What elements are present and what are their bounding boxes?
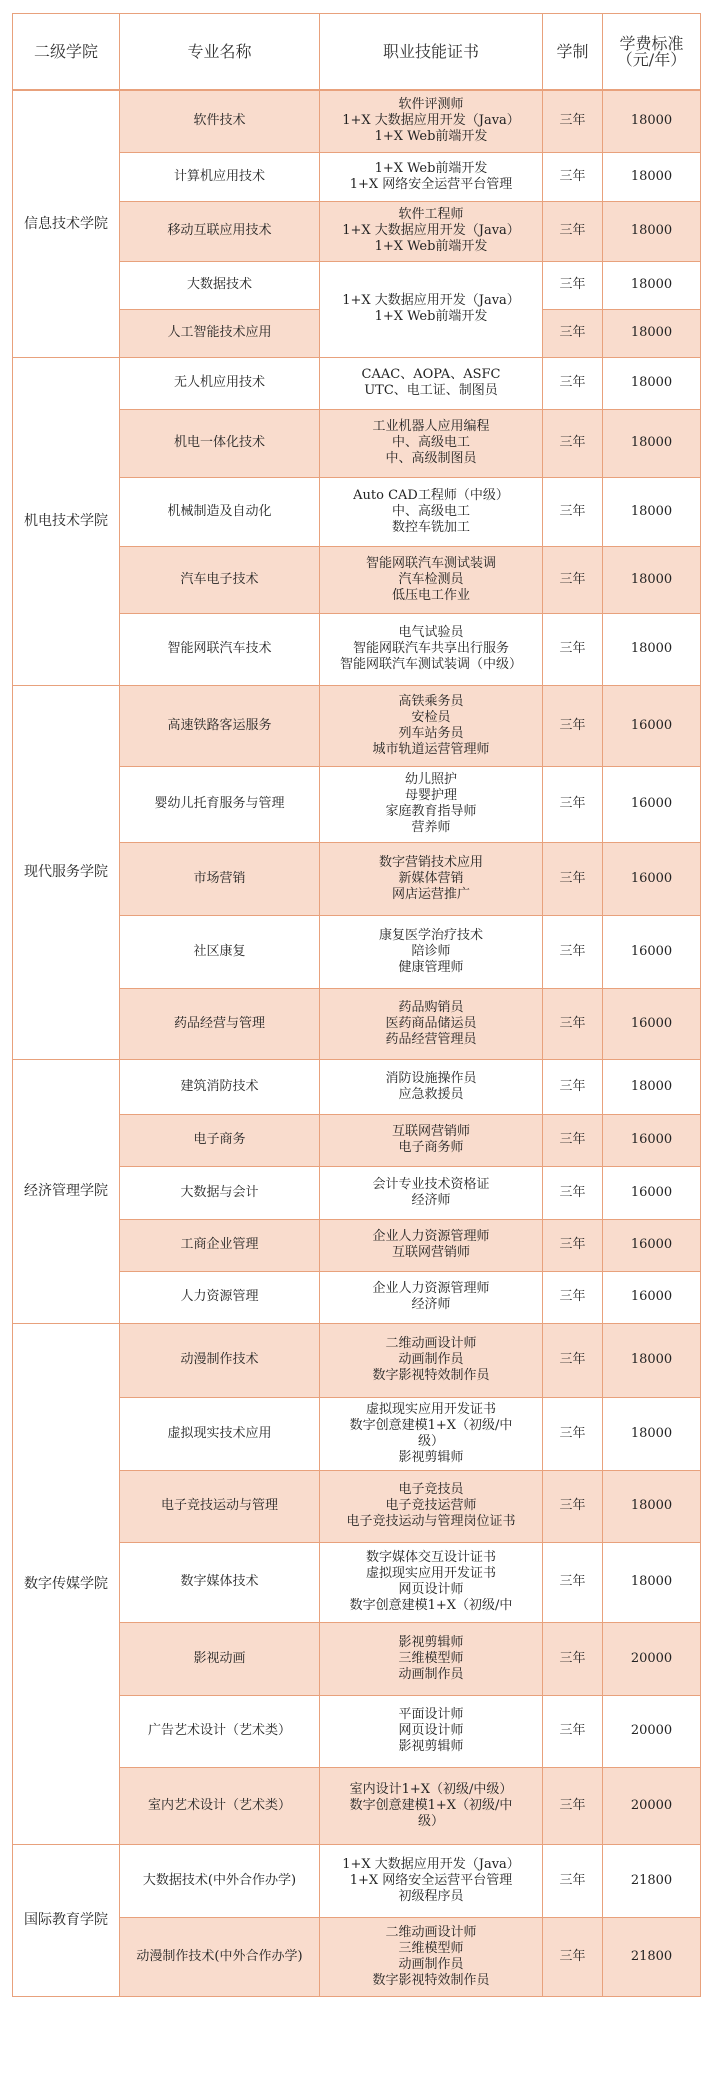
college-cell: 信息技术学院 [13,90,120,357]
cert-line: 电子商务师 [398,1140,464,1155]
header-fee-line1: 学费标准 [619,33,684,53]
fee-cell: 18000 [603,261,701,309]
cert-line: CAAC、AOPA、ASFC [361,367,501,382]
cert-line: 1+X 网络安全运营平台管理 [349,1872,513,1888]
cert-cell [320,261,543,357]
fee-cell: 18000 [603,1397,701,1470]
major-cell: 人力资源管理 [120,1271,320,1323]
cert-line: Auto CAD工程师（中级） [353,487,509,503]
fee-cell: 18000 [603,1470,701,1542]
major-cell: 虚拟现实技术应用 [120,1397,320,1470]
college-cell: 经济管理学院 [13,1059,120,1323]
cert-line: 会计专业技术资格证 [372,1176,490,1192]
fee-cell: 16000 [603,1271,701,1323]
years-cell: 三年 [543,988,603,1059]
cert-line: 电气试验员 [398,625,464,640]
fee-cell: 16000 [603,1114,701,1166]
cert-line: 母婴护理 [404,788,457,803]
cert-line: 城市轨道运营管理师 [372,741,490,757]
table-row [13,685,701,766]
cert-cell [320,1059,543,1114]
fee-cell: 20000 [603,1695,701,1767]
cert-cell [320,766,543,842]
fee-cell: 16000 [603,1166,701,1219]
table-body [13,90,701,1996]
cert-line: 药品购销员 [398,999,464,1015]
cert-line: 汽车检测员 [398,571,464,587]
major-cell: 软件技术 [120,90,320,152]
major-cell: 影视动画 [120,1622,320,1695]
years-cell: 三年 [543,1917,603,1996]
cert-line: 网页设计师 [398,1582,464,1597]
cert-line: 三维模型师 [398,1650,464,1666]
cert-line: 数控车铣加工 [391,519,470,535]
cert-line: 1+X 大数据应用开发（Java） [342,223,520,238]
college-cell: 国际教育学院 [13,1844,120,1996]
cert-line: 动画制作员 [398,1666,464,1682]
fee-cell: 18000 [603,1542,701,1622]
cert-line: 新媒体营销 [398,870,464,886]
header-college: 二级学院 [13,14,120,91]
cert-line: UTC、电工证、制图员 [364,383,498,398]
major-cell: 机电一体化技术 [120,409,320,477]
years-cell: 三年 [543,477,603,546]
years-cell: 三年 [543,1397,603,1470]
major-cell: 电子商务 [120,1114,320,1166]
major-cell: 汽车电子技术 [120,546,320,613]
cert-cell [320,546,543,613]
cert-cell [320,90,543,152]
fee-cell: 18000 [603,309,701,357]
fee-cell: 16000 [603,766,701,842]
major-cell: 电子竞技运动与管理 [120,1470,320,1542]
cert-line: 智能网联汽车共享出行服务 [352,641,509,656]
cert-line: 虚拟现实应用开发证书 [365,1566,496,1581]
fee-cell: 18000 [603,90,701,152]
fee-cell: 18000 [603,546,701,613]
cert-line: 影视剪辑师 [398,1739,464,1754]
fee-cell: 18000 [603,152,701,201]
cert-line: 药品经营管理员 [385,1031,477,1047]
table-row [13,90,701,152]
major-cell: 婴幼儿托育服务与管理 [120,766,320,842]
fee-cell: 18000 [603,1323,701,1397]
cert-line: 网页设计师 [398,1723,464,1738]
cert-cell [320,1323,543,1397]
cert-cell [320,1219,543,1271]
cert-line: 智能网联汽车测试装调 [365,555,496,571]
cert-line: 二维动画设计师 [385,1924,477,1940]
cert-line: 中、高级制图员 [385,451,477,466]
cert-cell [320,988,543,1059]
cert-line: 1+X 网络安全运营平台管理 [349,176,513,192]
cert-line: 数字创意建模1+X（初级/中 [349,1797,513,1813]
cert-line: 动画制作员 [398,1352,464,1367]
cert-line: 低压电工作业 [391,587,470,603]
cert-line: 软件评测师 [398,97,464,113]
years-cell: 三年 [543,1114,603,1166]
header-row [13,14,701,91]
fee-cell: 16000 [603,915,701,988]
cert-line: 高铁乘务员 [398,693,464,709]
years-cell: 三年 [543,1695,603,1767]
years-cell: 三年 [543,1323,603,1397]
years-cell: 三年 [543,842,603,915]
cert-line: 数字营销技术应用 [378,854,483,870]
cert-line: 电子竞技运营师 [385,1498,477,1513]
cert-line: 康复医学治疗技术 [378,927,483,943]
cert-cell [320,409,543,477]
cert-line: 三维模型师 [398,1940,464,1956]
cert-line: 1+X Web前端开发 [374,129,488,145]
cert-line: 影视剪辑师 [398,1449,464,1465]
tuition-table [12,13,701,1997]
major-cell: 移动互联应用技术 [120,201,320,261]
cert-line: 经济师 [411,1297,451,1312]
cert-cell [320,1917,543,1996]
fee-cell: 18000 [603,409,701,477]
cert-line: 列车站务员 [398,725,464,741]
major-cell: 人工智能技术应用 [120,309,320,357]
cert-line: 数字影视特效制作员 [372,1972,490,1988]
years-cell: 三年 [543,1219,603,1271]
major-cell: 广告艺术设计（艺术类） [120,1695,320,1767]
cert-line: 应急救援员 [398,1086,464,1102]
major-cell: 数字媒体技术 [120,1542,320,1622]
cert-line: 动画制作员 [398,1956,464,1972]
major-cell: 高速铁路客运服务 [120,685,320,766]
cert-line: 互联网营销师 [391,1245,470,1260]
cert-line: 工业机器人应用编程 [372,419,490,434]
table-row [13,1323,701,1397]
cert-cell [320,357,543,409]
cert-cell [320,842,543,915]
fee-cell: 18000 [603,201,701,261]
years-cell: 三年 [543,915,603,988]
header-fee [603,14,701,91]
years-cell: 三年 [543,766,603,842]
years-cell: 三年 [543,201,603,261]
years-cell: 三年 [543,152,603,201]
cert-cell [320,1166,543,1219]
cert-line: 1+X 大数据应用开发（Java） [342,113,520,129]
cert-line: 幼儿照护 [404,772,457,787]
cert-cell [320,915,543,988]
cert-cell [320,1695,543,1767]
table-row [13,357,701,409]
cert-line: 1+X Web前端开发 [374,160,488,176]
cert-line: 软件工程师 [398,207,464,222]
years-cell: 三年 [543,685,603,766]
cert-line: 企业人力资源管理师 [372,1281,490,1296]
major-cell: 智能网联汽车技术 [120,613,320,685]
cert-line: 虚拟现实应用开发证书 [365,1401,496,1417]
years-cell: 三年 [543,1166,603,1219]
cert-line: 1+X Web前端开发 [374,239,488,254]
cert-line: 消防设施操作员 [385,1070,477,1086]
cert-line: 数字创意建模1+X（初级/中 [349,1417,513,1433]
table-row [13,1059,701,1114]
years-cell: 三年 [543,409,603,477]
cert-line: 室内设计1+X（初级/中级） [349,1781,513,1797]
fee-cell: 18000 [603,357,701,409]
table-row [13,1844,701,1917]
header-cert: 职业技能证书 [320,14,543,91]
fee-cell: 16000 [603,685,701,766]
cert-line: 营养师 [411,820,451,835]
major-cell: 工商企业管理 [120,1219,320,1271]
major-cell: 机械制造及自动化 [120,477,320,546]
years-cell: 三年 [543,1271,603,1323]
fee-cell: 20000 [603,1767,701,1844]
major-cell: 动漫制作技术(中外合作办学) [120,1917,320,1996]
cert-line: 安检员 [411,709,451,725]
major-cell: 大数据技术(中外合作办学) [120,1844,320,1917]
major-cell: 无人机应用技术 [120,357,320,409]
cert-cell [320,477,543,546]
cert-line: 二维动画设计师 [385,1336,477,1351]
fee-cell: 21800 [603,1844,701,1917]
cert-cell [320,1844,543,1917]
years-cell: 三年 [543,1844,603,1917]
fee-cell: 21800 [603,1917,701,1996]
college-cell: 现代服务学院 [13,685,120,1059]
cert-line: 数字媒体交互设计证书 [365,1550,496,1565]
cert-line: 数字创意建模1+X（初级/中 [349,1598,513,1613]
cert-line: 影视剪辑师 [398,1634,464,1650]
major-cell: 药品经营与管理 [120,988,320,1059]
header-years: 学制 [543,14,603,91]
cert-line: 健康管理师 [398,959,464,975]
cert-cell [320,613,543,685]
fee-cell: 20000 [603,1622,701,1695]
major-cell: 市场营销 [120,842,320,915]
cert-line: 中、高级电工 [391,435,470,450]
years-cell: 三年 [543,546,603,613]
cert-line: 互联网营销师 [391,1124,470,1139]
cert-line: 网店运营推广 [391,886,470,902]
cert-line: 医药商品储运员 [385,1015,477,1031]
header-major: 专业名称 [120,14,320,91]
years-cell: 三年 [543,1767,603,1844]
years-cell: 三年 [543,357,603,409]
cert-cell [320,1397,543,1470]
cert-cell [320,1470,543,1542]
fee-cell: 18000 [603,1059,701,1114]
cert-line: 级） [417,1813,444,1829]
major-cell: 室内艺术设计（艺术类） [120,1767,320,1844]
years-cell: 三年 [543,261,603,309]
fee-cell: 18000 [603,477,701,546]
cert-line: 经济师 [411,1192,451,1208]
years-cell: 三年 [543,1542,603,1622]
fee-cell: 16000 [603,988,701,1059]
cert-cell [320,152,543,201]
cert-cell [320,1114,543,1166]
years-cell: 三年 [543,1059,603,1114]
cert-line: 陪诊师 [411,943,451,959]
cert-line: 家庭教育指导师 [385,804,477,819]
fee-cell: 16000 [603,1219,701,1271]
fee-cell: 16000 [603,842,701,915]
major-cell: 大数据技术 [120,261,320,309]
cert-cell [320,685,543,766]
cert-cell [320,1542,543,1622]
major-cell: 计算机应用技术 [120,152,320,201]
header-fee-line2: （元/年） [616,49,687,69]
cert-line: 中、高级电工 [391,503,470,519]
cert-line: 数字影视特效制作员 [372,1368,490,1383]
major-cell: 社区康复 [120,915,320,988]
cert-line: 初级程序员 [398,1888,464,1904]
fee-cell: 18000 [603,613,701,685]
cert-line: 平面设计师 [398,1707,464,1722]
cert-line: 级） [417,1433,444,1449]
major-cell: 大数据与会计 [120,1166,320,1219]
cert-cell [320,1271,543,1323]
cert-line: 智能网联汽车测试装调（中级） [339,657,522,672]
major-cell: 建筑消防技术 [120,1059,320,1114]
years-cell: 三年 [543,309,603,357]
major-cell: 动漫制作技术 [120,1323,320,1397]
cert-line: 1+X 大数据应用开发（Java） [342,1856,520,1872]
years-cell: 三年 [543,1470,603,1542]
cert-cell [320,201,543,261]
cert-cell [320,1622,543,1695]
cert-line: 1+X 大数据应用开发（Java） [342,293,520,308]
college-cell: 数字传媒学院 [13,1323,120,1844]
years-cell: 三年 [543,1622,603,1695]
cert-cell [320,1767,543,1844]
cert-line: 电子竞技员 [398,1482,464,1497]
years-cell: 三年 [543,90,603,152]
years-cell: 三年 [543,613,603,685]
college-cell: 机电技术学院 [13,357,120,685]
cert-line: 企业人力资源管理师 [372,1229,490,1244]
cert-line: 1+X Web前端开发 [374,309,488,324]
cert-line: 电子竞技运动与管理岗位证书 [346,1514,516,1529]
